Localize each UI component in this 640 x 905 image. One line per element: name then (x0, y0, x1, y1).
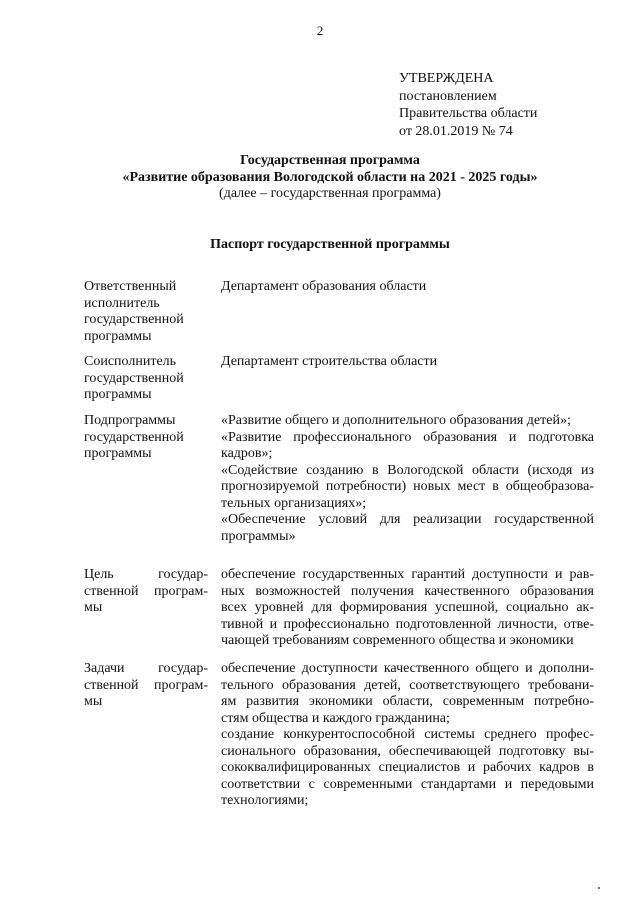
passport-title: Паспорт государственной программы (210, 237, 450, 252)
content-line: стям общества и каждого гражданина; (221, 710, 450, 726)
content-line: Департамент образования области (221, 279, 427, 294)
row-label-coexecutor (84, 354, 208, 404)
content-line: Департамент строительства области (221, 354, 438, 369)
program-title-line: Государственная программа (240, 153, 420, 168)
label-line: государственной (84, 429, 184, 445)
content-line: программы» (221, 528, 296, 544)
label-line: Соисполнитель (84, 354, 177, 369)
label-line: программы (84, 446, 152, 461)
label-line: программы (84, 387, 152, 402)
content-line: соответствии с современными стандартами и передовыми (221, 776, 594, 792)
content-line: кадров»; (221, 446, 273, 461)
content-line: «Содействие созданию в Вологодской области (исходя из (221, 462, 594, 478)
content-line: создание конкурентоспособной системы среднего профес- (221, 727, 594, 742)
content-line: тельного образования детей, соответствующего требовани- (221, 677, 594, 693)
row-content-coexecutor (221, 354, 594, 371)
content-line: всех уровней для формирования успешной, социально ак- (221, 600, 594, 615)
label-line: мы (84, 600, 103, 615)
approval-stamp (399, 70, 619, 140)
label-line: ственной програм- (84, 583, 208, 599)
content-line: чающей требованиям современного общества и экономики (221, 633, 574, 648)
label-line: государственной (84, 370, 184, 386)
label-line: Подпрограммы (84, 413, 176, 428)
row-label-tasks (84, 661, 208, 711)
content-line: ям развития экономики области, современным потребно- (221, 694, 594, 709)
approval-line: постановлением (399, 88, 497, 104)
label-line: государственной (84, 312, 184, 327)
content-line: «Развитие общего и дополнительного образования детей»; (221, 413, 571, 428)
content-line: прогнозируемой потребности) новых мест в общеобразова- (221, 479, 594, 494)
row-content-tasks (221, 661, 594, 810)
content-line: обеспечение доступности качественного общего и дополни- (221, 661, 594, 676)
page-number: 2 (316, 23, 324, 38)
approval-line: УТВЕРЖДЕНА (399, 71, 494, 86)
content-line: сококвалифицированных специалистов и рабочих кадров в (221, 760, 594, 775)
content-line: тельных организациях»; (221, 495, 367, 511)
label-line: Задачи государ- (84, 661, 208, 676)
row-label-subprograms (84, 413, 208, 463)
row-content-goal (221, 567, 594, 650)
row-label-goal (84, 567, 208, 617)
label-line: программы (84, 328, 152, 344)
label-line: исполнитель (84, 295, 160, 311)
content-line: обеспечение государственных гарантий доступности и рав- (221, 567, 594, 582)
content-line: тивной и профессионально подготовленной личности, отве- (221, 616, 594, 632)
approval-line: Правительства области (399, 106, 538, 121)
label-line: мы (84, 694, 103, 709)
approval-line: от 28.01.2019 № 74 (399, 123, 513, 139)
label-line: Цель государ- (84, 567, 208, 582)
label-line: Ответственный (84, 279, 177, 294)
program-title-line: «Развитие образования Вологодской области на 2021 - 2025 годы» (122, 169, 538, 185)
row-label-responsible (84, 279, 208, 345)
scan-speck (598, 887, 600, 889)
program-title-block (60, 153, 600, 203)
content-line: сионального образования, обеспечивающей подготовку вы- (221, 743, 594, 759)
content-line: «Обеспечение условий для реализации государственной (221, 512, 594, 527)
content-line: ных возможностей получения качественного образования (221, 583, 594, 599)
row-content-responsible (221, 279, 594, 296)
program-subtitle: (далее – государственная программа) (219, 186, 441, 201)
row-content-subprograms (221, 413, 594, 545)
content-line: технологиями; (221, 793, 309, 808)
label-line: ственной програм- (84, 677, 208, 693)
content-line: «Развитие профессионального образования и подготовка (221, 429, 594, 445)
